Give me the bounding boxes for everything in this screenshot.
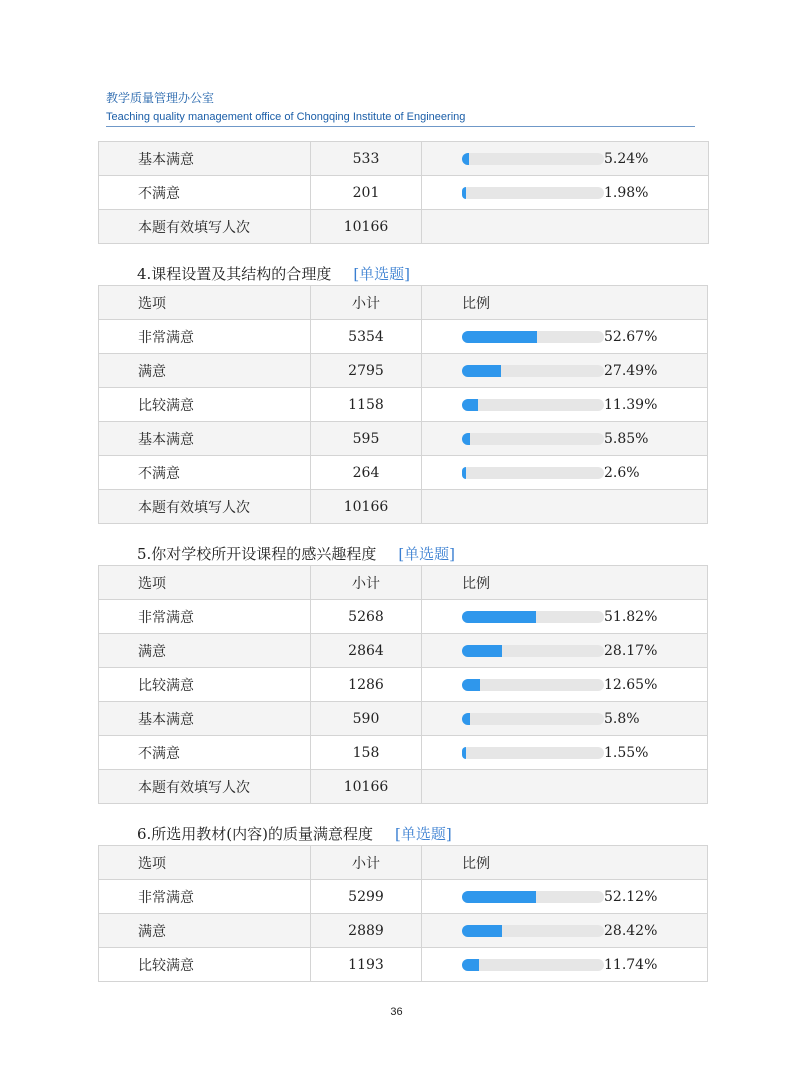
table-row — [99, 320, 708, 354]
option-label: 不满意 — [99, 456, 311, 490]
ratio-bar — [462, 611, 604, 623]
table-row — [99, 668, 708, 702]
total-count: 10166 — [311, 490, 422, 524]
ratio-bar-track — [462, 713, 604, 725]
table-row — [99, 702, 708, 736]
table-row — [99, 880, 708, 914]
option-label: 非常满意 — [99, 880, 311, 914]
option-ratio-cell — [422, 422, 708, 456]
ratio-percent: 27.49% — [604, 362, 658, 379]
option-label: 满意 — [99, 354, 311, 388]
table-row — [99, 948, 708, 982]
ratio-bar-track — [462, 747, 604, 759]
ratio-bar — [462, 713, 604, 725]
ratio-bar-track — [462, 153, 604, 165]
header-title-cn: 教学质量管理办公室 — [106, 91, 215, 105]
total-empty-cell — [422, 770, 708, 804]
ratio-bar — [462, 747, 604, 759]
total-label: 本题有效填写人次 — [99, 770, 311, 804]
ratio-bar — [462, 891, 604, 903]
ratio-bar-fill — [462, 433, 470, 445]
ratio-bar-fill — [462, 959, 479, 971]
option-label: 比较满意 — [99, 668, 311, 702]
column-header-count: 小计 — [311, 566, 422, 600]
total-empty-cell — [422, 490, 708, 524]
question-type: [单选题] — [353, 265, 411, 283]
column-header-ratio: 比例 — [422, 566, 708, 600]
option-label: 基本满意 — [99, 422, 311, 456]
option-ratio-cell — [422, 948, 708, 982]
option-label: 基本满意 — [99, 142, 311, 176]
ratio-bar — [462, 399, 604, 411]
option-label: 满意 — [99, 914, 311, 948]
option-count: 264 — [311, 456, 422, 490]
option-count: 1193 — [311, 948, 422, 982]
ratio-percent: 1.55% — [604, 744, 649, 761]
column-header-count: 小计 — [311, 286, 422, 320]
question-title — [137, 824, 452, 844]
stat-table-q4 — [98, 285, 708, 524]
ratio-bar-track — [462, 467, 604, 479]
ratio-percent: 11.74% — [604, 956, 658, 973]
ratio-percent: 28.42% — [604, 922, 658, 939]
ratio-bar-fill — [462, 925, 502, 937]
ratio-bar — [462, 331, 604, 343]
table-header-row — [99, 566, 708, 600]
table-row — [99, 422, 708, 456]
ratio-bar-fill — [462, 611, 536, 623]
ratio-bar — [462, 925, 604, 937]
page-header — [106, 90, 696, 124]
ratio-bar-fill — [462, 713, 470, 725]
question-text: 4.课程设置及其结构的合理度 — [137, 265, 332, 283]
option-count: 1158 — [311, 388, 422, 422]
option-ratio-cell — [422, 456, 708, 490]
question-text: 5.你对学校所开设课程的感兴趣程度 — [137, 545, 377, 563]
table-row — [99, 142, 709, 176]
option-label: 不满意 — [99, 736, 311, 770]
option-count: 5354 — [311, 320, 422, 354]
ratio-percent: 28.17% — [604, 642, 658, 659]
option-ratio-cell — [422, 176, 709, 210]
question-type: [单选题] — [395, 825, 452, 843]
option-count: 5268 — [311, 600, 422, 634]
option-ratio-cell — [422, 702, 708, 736]
option-count: 1286 — [311, 668, 422, 702]
table-row — [99, 456, 708, 490]
option-ratio-cell — [422, 354, 708, 388]
ratio-bar-track — [462, 187, 604, 199]
column-header-ratio: 比例 — [422, 286, 708, 320]
stat-table-q5 — [98, 565, 708, 804]
option-count: 5299 — [311, 880, 422, 914]
option-label: 非常满意 — [99, 320, 311, 354]
ratio-bar-fill — [462, 187, 466, 199]
ratio-bar — [462, 467, 604, 479]
option-label: 不满意 — [99, 176, 311, 210]
column-header-option: 选项 — [99, 566, 311, 600]
total-label: 本题有效填写人次 — [99, 210, 311, 244]
option-ratio-cell — [422, 914, 708, 948]
column-header-ratio: 比例 — [422, 846, 708, 880]
option-count: 2889 — [311, 914, 422, 948]
header-title-en: Teaching quality management office of Chongqing Institute of Engineering — [106, 111, 466, 123]
ratio-percent: 5.85% — [604, 430, 649, 447]
ratio-bar — [462, 153, 604, 165]
ratio-bar-fill — [462, 365, 501, 377]
ratio-percent: 5.8% — [604, 710, 640, 727]
total-count: 10166 — [311, 770, 422, 804]
ratio-bar-fill — [462, 679, 480, 691]
table-row — [99, 388, 708, 422]
option-ratio-cell — [422, 320, 708, 354]
ratio-bar — [462, 959, 604, 971]
ratio-bar-fill — [462, 645, 502, 657]
table-header-row — [99, 846, 708, 880]
ratio-percent: 51.82% — [604, 608, 658, 625]
table-total-row — [99, 210, 709, 244]
option-ratio-cell — [422, 600, 708, 634]
ratio-bar-track — [462, 959, 604, 971]
option-label: 满意 — [99, 634, 311, 668]
option-label: 比较满意 — [99, 948, 311, 982]
column-header-count: 小计 — [311, 846, 422, 880]
option-count: 533 — [311, 142, 422, 176]
ratio-percent: 5.24% — [604, 150, 649, 167]
option-count: 590 — [311, 702, 422, 736]
ratio-percent: 2.6% — [604, 464, 640, 481]
option-label: 比较满意 — [99, 388, 311, 422]
stat-table-prev — [98, 141, 709, 244]
ratio-bar-track — [462, 399, 604, 411]
total-count: 10166 — [311, 210, 422, 244]
option-label: 基本满意 — [99, 702, 311, 736]
question-type: [单选题] — [398, 545, 456, 563]
option-count: 2795 — [311, 354, 422, 388]
table-row — [99, 354, 708, 388]
ratio-bar — [462, 679, 604, 691]
ratio-percent: 52.67% — [604, 328, 658, 345]
ratio-bar-fill — [462, 467, 466, 479]
option-count: 595 — [311, 422, 422, 456]
option-ratio-cell — [422, 142, 709, 176]
ratio-percent: 11.39% — [604, 396, 658, 413]
ratio-bar-fill — [462, 747, 466, 759]
column-header-option: 选项 — [99, 286, 311, 320]
ratio-percent: 52.12% — [604, 888, 658, 905]
option-label: 非常满意 — [99, 600, 311, 634]
table-row — [99, 914, 708, 948]
ratio-percent: 12.65% — [604, 676, 658, 693]
option-ratio-cell — [422, 880, 708, 914]
ratio-bar-fill — [462, 399, 478, 411]
ratio-bar-fill — [462, 331, 537, 343]
ratio-bar-fill — [462, 891, 536, 903]
option-ratio-cell — [422, 736, 708, 770]
column-header-option: 选项 — [99, 846, 311, 880]
table-total-row — [99, 770, 708, 804]
ratio-bar — [462, 187, 604, 199]
question-title — [137, 544, 455, 564]
table-row — [99, 176, 709, 210]
ratio-bar-fill — [462, 153, 469, 165]
table-header-row — [99, 286, 708, 320]
table-total-row — [99, 490, 708, 524]
option-ratio-cell — [422, 634, 708, 668]
option-count: 201 — [311, 176, 422, 210]
total-label: 本题有效填写人次 — [99, 490, 311, 524]
total-empty-cell — [422, 210, 709, 244]
ratio-bar — [462, 645, 604, 657]
ratio-bar — [462, 365, 604, 377]
ratio-bar-track — [462, 433, 604, 445]
option-ratio-cell — [422, 388, 708, 422]
ratio-bar-track — [462, 679, 604, 691]
option-count: 158 — [311, 736, 422, 770]
option-ratio-cell — [422, 668, 708, 702]
table-row — [99, 634, 708, 668]
table-row — [99, 600, 708, 634]
option-count: 2864 — [311, 634, 422, 668]
ratio-bar — [462, 433, 604, 445]
ratio-percent: 1.98% — [604, 184, 649, 201]
table-row — [99, 736, 708, 770]
header-divider — [106, 126, 695, 127]
stat-table-q6 — [98, 845, 708, 982]
page-number: 36 — [390, 1006, 403, 1018]
question-text: 6.所选用教材(内容)的质量满意程度 — [137, 825, 374, 843]
question-title — [137, 264, 410, 284]
